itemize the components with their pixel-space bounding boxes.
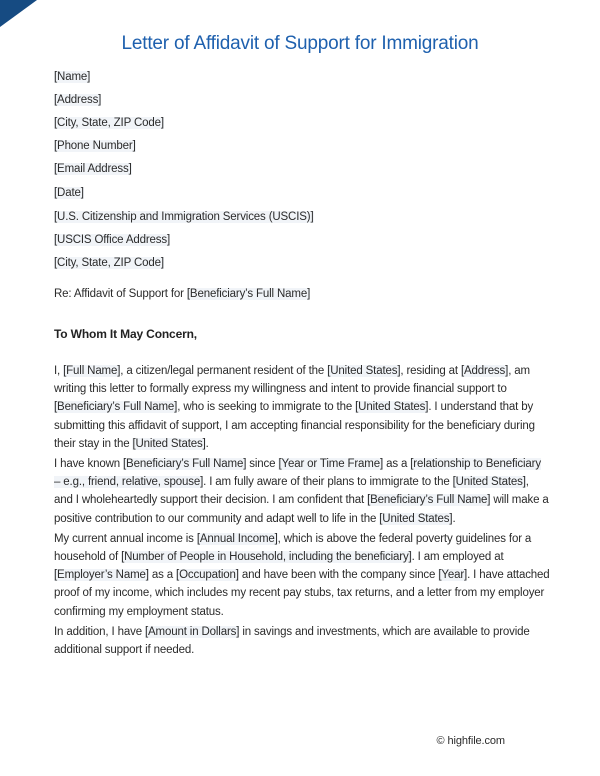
text-run: Re: Affidavit of Support for (54, 288, 187, 300)
placeholder-field: [Year or Time Frame] (278, 458, 384, 471)
sender-address-block (54, 68, 550, 179)
text-run: since (246, 458, 279, 471)
text-run: My current annual income is (54, 532, 197, 545)
placeholder-field: [United States] (132, 437, 206, 450)
placeholder-field: [United States] (452, 476, 526, 489)
placeholder-field: [City, State, ZIP Code] (54, 117, 164, 129)
text-run: , a citizen/legal permanent resident of the (120, 365, 328, 377)
placeholder-field: [United States] (379, 512, 453, 525)
subject-line (54, 285, 550, 304)
text-run: . (452, 512, 456, 525)
address-line (54, 114, 550, 133)
placeholder-field: [Beneficiary’s Full Name] (54, 401, 178, 414)
placeholder-field: [U.S. Citizenship and Immigration Services (USCIS)] (54, 211, 314, 223)
recipient-address-block (54, 208, 550, 273)
address-line (54, 254, 550, 273)
text-run: . (205, 437, 209, 450)
text-run: , am writing this letter to formally express my willingness and intent to provide financial support to (54, 365, 530, 396)
placeholder-field: [Beneficiary’s Full Name] (123, 458, 247, 471)
address-line (54, 91, 550, 110)
placeholder-field: [United States] (327, 365, 401, 377)
paragraph (54, 623, 550, 659)
placeholder-field: [Number of People in Household, including the beneficiary] (121, 551, 412, 564)
text-run: will make a positive contribution to our community and adapt well to life in the (54, 494, 549, 525)
text-run: . I have attached proof of my income, which includes my recent pay stubs, tax returns, and a letter from my employer confirming my employment status. (54, 569, 550, 618)
placeholder-field: [Beneficiary’s Full Name] (367, 494, 491, 507)
date-line (54, 184, 550, 203)
salutation: To Whom It May Concern, (54, 327, 197, 341)
address-line (54, 160, 550, 179)
placeholder-field: [City, State, ZIP Code] (54, 257, 164, 269)
placeholder-field: [Beneficiary’s Full Name] (186, 288, 311, 300)
paragraph (54, 362, 550, 453)
placeholder-field: [United States] (355, 401, 429, 414)
text-run: , who is seeking to immigrate to the (177, 401, 356, 414)
address-line (54, 231, 550, 250)
text-run: In addition, I have (54, 625, 145, 638)
placeholder-field: [Full Name] (63, 365, 121, 377)
placeholder-field: [Annual Income] (196, 532, 278, 545)
paragraph (54, 530, 550, 621)
text-run: . I am fully aware of their plans to immigrate to the (203, 476, 453, 489)
text-run: as a (148, 569, 177, 582)
address-line (54, 137, 550, 156)
text-run: , and I wholeheartedly support their decision. I am confident that (54, 476, 529, 507)
placeholder-field: [Date] (54, 187, 84, 199)
placeholder-field: [relationship to Beneficiary – e.g., friend, relative, spouse] (54, 458, 541, 489)
text-run: . I am employed at (411, 551, 504, 564)
letter-body (0, 68, 600, 659)
placeholder-field: [Address] (54, 94, 102, 106)
placeholder-field: [Amount in Dollars] (144, 625, 240, 638)
paragraph (54, 455, 550, 528)
placeholder-field: [Occupation] (176, 569, 239, 582)
text-run: , residing at (400, 365, 461, 377)
placeholder-field: [Address] (460, 365, 509, 377)
text-run: . I understand that by submitting this affidavit of support, I am accepting financial responsibility for the beneficiary during their stay in the (54, 401, 535, 450)
text-run: I have known (54, 458, 124, 471)
placeholder-field: [Employer’s Name] (54, 569, 149, 582)
placeholder-field: [Name] (54, 71, 91, 83)
text-run: as a (383, 458, 411, 471)
placeholder-field: [USCIS Office Address] (54, 234, 171, 246)
footer-credit: © highfile.com (436, 735, 505, 747)
corner-triangle-decoration (0, 0, 37, 27)
placeholder-field: [Email Address] (54, 163, 132, 175)
text-run: and have been with the company since (238, 569, 439, 582)
address-line (54, 68, 550, 87)
address-line (54, 208, 550, 227)
text-run: in savings and investments, which are available to provide additional support if needed. (54, 625, 530, 657)
text-run: , which is above the federal poverty guidelines for a household of (54, 532, 532, 564)
text-run: I, (54, 365, 64, 377)
paragraphs-section (54, 362, 550, 659)
placeholder-field: [Year] (438, 569, 468, 582)
page-title: Letter of Affidavit of Support for Immigration (121, 33, 479, 54)
placeholder-field: [Phone Number] (54, 140, 136, 152)
